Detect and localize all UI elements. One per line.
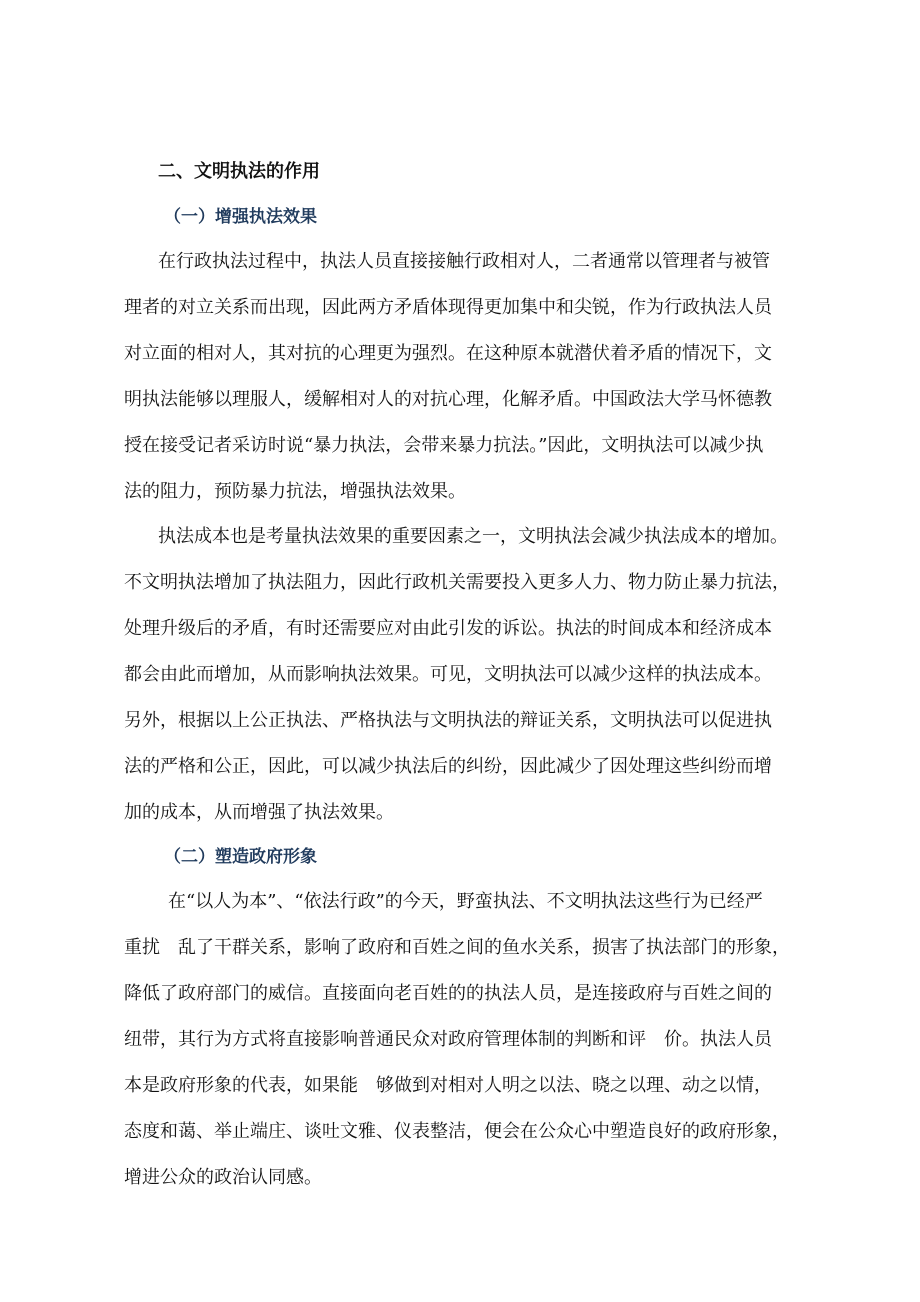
text-line: 授在接受记者采访时说“暴力执法，会带来暴力抗法。”因此，文明执法可以减少执 bbox=[124, 435, 764, 456]
text-line: 纽带，其行为方式将直接影响普通民众对政府管理体制的判断和评 价。执法人员 bbox=[124, 1029, 772, 1050]
text-line: 加的成本，从而增强了执法效果。 bbox=[124, 802, 394, 823]
text-line: 降低了政府部门的威信。直接面向老百姓的的执法人员，是连接政府与百姓之间的 bbox=[124, 983, 772, 1004]
text-line: 重扰 乱了干群关系，影响了政府和百姓之间的鱼水关系，损害了执法部门的形象， bbox=[124, 937, 790, 958]
text-line: 在“以人为本”、“依法行政”的今天，野蛮执法、不文明执法这些行为已经严 bbox=[168, 891, 763, 912]
subsection-title-1: （一）增强执法效果 bbox=[164, 207, 317, 227]
text-line: 明执法能够以理服人，缓解相对人的对抗心理，化解矛盾。中国政法大学马怀德教 bbox=[124, 389, 772, 410]
section-heading: 二、文明执法的作用 bbox=[158, 161, 320, 182]
text-line: 执法成本也是考量执法效果的重要因素之一，文明执法会减少执法成本的增加。 bbox=[158, 526, 788, 547]
text-line: 在行政执法过程中，执法人员直接接触行政相对人，二者通常以管理者与被管 bbox=[158, 251, 770, 272]
text-line: 另外，根据以上公正执法、严格执法与文明执法的辩证关系，文明执法可以促进执 bbox=[124, 710, 772, 731]
text-line: 对立面的相对人，其对抗的心理更为强烈。在这种原本就潜伏着矛盾的情况下，文 bbox=[124, 343, 772, 364]
text-line: 不文明执法增加了执法阻力，因此行政机关需要投入更多人力、物力防止暴力抗法， bbox=[124, 572, 790, 593]
text-line: 法的阻力，预防暴力抗法，增强执法效果。 bbox=[124, 481, 466, 502]
text-line: 态度和蔼、举止端庄、谈吐文雅、仪表整洁，便会在公众心中塑造良好的政府形象， bbox=[124, 1121, 790, 1142]
text-line: 法的严格和公正，因此，可以减少执法后的纠纷，因此减少了因处理这些纠纷而增 bbox=[124, 756, 772, 777]
text-line: 处理升级后的矛盾，有时还需要应对由此引发的诉讼。执法的时间成本和经济成本 bbox=[124, 618, 772, 639]
text-line: 增进公众的政治认同感。 bbox=[124, 1167, 322, 1188]
text-line: 都会由此而增加，从而影响执法效果。可见，文明执法可以减少这样的执法成本。 bbox=[124, 664, 772, 685]
text-line: 本是政府形象的代表，如果能 够做到对相对人明之以法、晓之以理、动之以情， bbox=[124, 1075, 772, 1096]
text-line: 理者的对立关系而出现，因此两方矛盾体现得更加集中和尖锐，作为行政执法人员 bbox=[124, 297, 772, 318]
subsection-title-2: （二）塑造政府形象 bbox=[164, 847, 317, 867]
